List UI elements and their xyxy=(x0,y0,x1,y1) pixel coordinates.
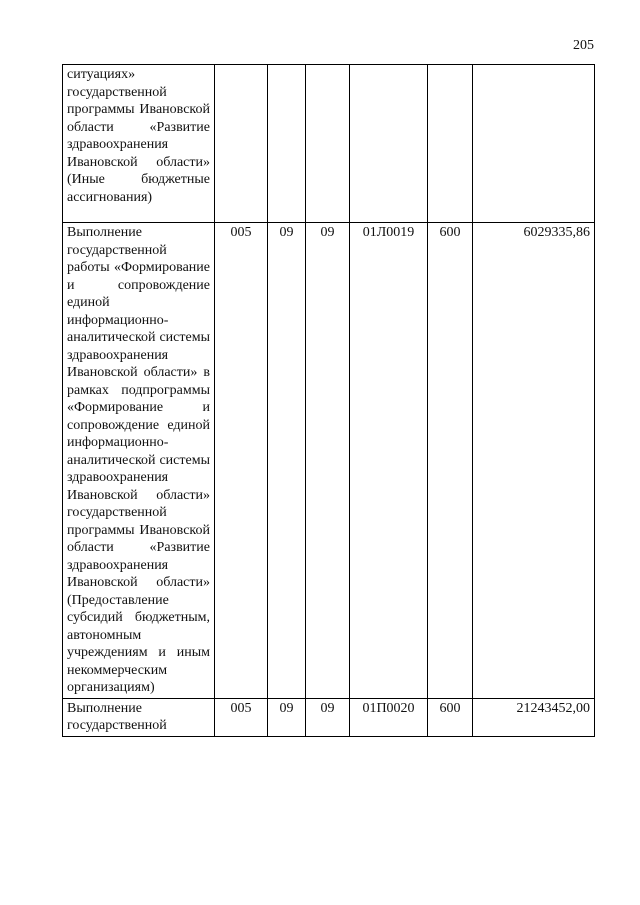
target-article-code: 01Л0019 xyxy=(350,223,428,699)
expense-type-code xyxy=(428,65,473,223)
row-description: Выполнение государственной работы «Формирование и сопровождение единой информационно-аналитической системы здравоохранения Ивановской области» в рамках подпрограммы «Формирование и сопровождение единой информационно-аналитической системы здравоохранения Ивановской области» государственной программы Ивановской области «Развитие здравоохранения Ивановской области» (Предоставление субсидий бюджетным, автономным учреждениям и иным некоммерческим организациям) xyxy=(63,223,215,699)
table-row xyxy=(63,223,595,699)
row-description: ситуациях» государственной программы Ивановской области «Развитие здравоохранения Ивановской области» (Иные бюджетные ассигнования) xyxy=(63,65,215,223)
table-row xyxy=(63,65,595,223)
expense-type-code: 600 xyxy=(428,223,473,699)
subsection-code: 09 xyxy=(306,698,350,736)
expense-type-code: 600 xyxy=(428,698,473,736)
ministry-code: 005 xyxy=(215,698,268,736)
section-code: 09 xyxy=(268,698,306,736)
amount-value xyxy=(473,65,595,223)
section-code: 09 xyxy=(268,223,306,699)
target-article-code: 01П0020 xyxy=(350,698,428,736)
ministry-code xyxy=(215,65,268,223)
ministry-code: 005 xyxy=(215,223,268,699)
row-description: Выполнение государственной xyxy=(63,698,215,736)
target-article-code xyxy=(350,65,428,223)
subsection-code: 09 xyxy=(306,223,350,699)
budget-table xyxy=(62,64,595,737)
amount-value: 6029335,86 xyxy=(473,223,595,699)
amount-value: 21243452,00 xyxy=(473,698,595,736)
table-row xyxy=(63,698,595,736)
page-number: 205 xyxy=(573,38,594,53)
section-code xyxy=(268,65,306,223)
subsection-code xyxy=(306,65,350,223)
